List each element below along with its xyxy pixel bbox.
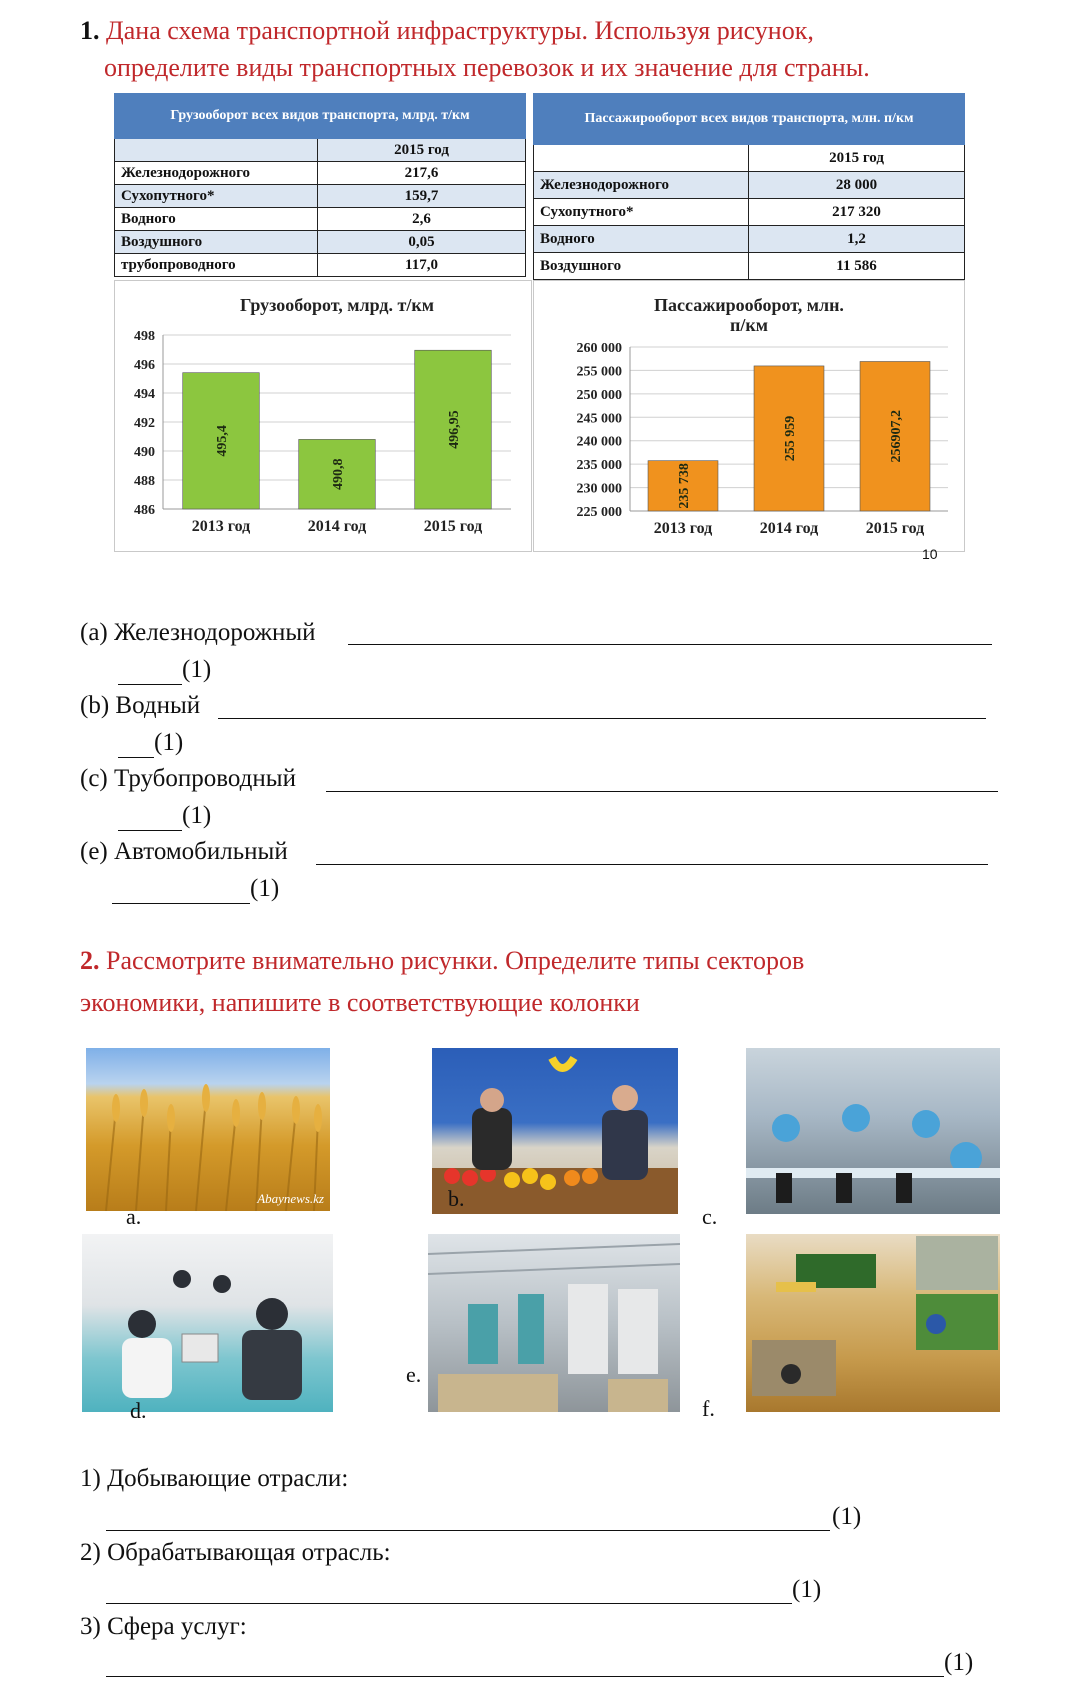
- answer-3-points: (1): [944, 1649, 974, 1676]
- y-tick-label: 230 000: [576, 481, 622, 497]
- answer-1-label: 1) Добывающие отрасли:: [80, 1465, 349, 1492]
- chart-title: Пассажирооборот, млн. п/км: [654, 295, 844, 335]
- y-tick-label: 486: [134, 503, 155, 518]
- question-1-number: 1.: [80, 16, 100, 45]
- x-tick-label: 2013 год: [191, 518, 251, 535]
- answer-c-label: (c) Трубопроводный: [80, 765, 296, 792]
- bar-data-label: 490,8: [331, 458, 346, 490]
- photo-a-watermark: Abaynews.kz: [257, 1191, 324, 1206]
- bar-data-label: 495,4: [215, 425, 230, 457]
- bar-data-label: 235 738: [677, 463, 692, 509]
- freight-table-header: Грузооборот всех видов транспорта, млрд. т/км: [115, 94, 526, 139]
- x-tick-label: 2015 год: [865, 520, 925, 537]
- answer-1-line[interactable]: [106, 1530, 830, 1531]
- table-cell: 11 586: [749, 253, 965, 280]
- question-2-line1: Рассмотрите внимательно рисунки. Определите типы секторов: [106, 946, 805, 975]
- y-tick-label: 260 000: [576, 341, 622, 356]
- answer-b-line[interactable]: [218, 718, 986, 719]
- table-cell: 2,6: [318, 208, 526, 231]
- answer-3-line[interactable]: [106, 1676, 944, 1677]
- photo-c-sewing-factory: [746, 1048, 1000, 1214]
- table-cell: 117,0: [318, 254, 526, 277]
- photo-e-label: e.: [406, 1362, 422, 1387]
- question-1-title: [80, 12, 870, 86]
- table-cell: Воздушного: [115, 231, 318, 254]
- answer-e-points: (1): [250, 875, 280, 902]
- answer-1-points: (1): [832, 1503, 862, 1530]
- question-1-line1: Дана схема транспортной инфраструктуры. Используя рисунок,: [106, 16, 814, 45]
- answer-e-line[interactable]: [316, 864, 988, 865]
- table-cell: Воздушного: [534, 253, 749, 280]
- freight-table: [114, 93, 526, 277]
- photo-e-production-plant: [428, 1234, 680, 1412]
- freight-chart-box: [114, 280, 532, 552]
- photo-d-bank-office: [82, 1234, 333, 1412]
- table-cell: 217,6: [318, 162, 526, 185]
- passenger-table-header: Пассажирооборот всех видов транспорта, млн. п/км: [534, 94, 965, 145]
- table-cell: Сухопутного*: [534, 199, 749, 226]
- photo-b-label: b.: [448, 1186, 465, 1211]
- answer-3-label: 3) Сфера услуг:: [80, 1613, 247, 1640]
- y-tick-label: 240 000: [576, 434, 622, 450]
- photo-a-wheat-field: [86, 1048, 330, 1211]
- photo-a-label: a.: [126, 1204, 142, 1229]
- table-cell: 159,7: [318, 185, 526, 208]
- answer-2-label: 2) Обрабатывающая отрасль:: [80, 1539, 391, 1566]
- photo-f-label: f.: [702, 1396, 715, 1421]
- table-cell: Железнодорожного: [534, 172, 749, 199]
- answer-a-points: (1): [182, 656, 212, 683]
- question-2-title: [80, 940, 804, 1024]
- question-2-line2: экономики, напишите в соответствующие колонки: [80, 988, 640, 1017]
- y-tick-label: 255 000: [576, 364, 622, 380]
- y-tick-label: 490: [134, 445, 155, 460]
- table-cell: трубопроводного: [115, 254, 318, 277]
- photo-b-market: [432, 1048, 678, 1214]
- passenger-table: [533, 93, 965, 280]
- answer-c-line-2[interactable]: [118, 830, 182, 831]
- question-1-line2: определите виды транспортных перевозок и их значение для страны.: [104, 53, 870, 82]
- answer-a-label: (a) Железнодорожный: [80, 619, 316, 646]
- y-tick-label: 488: [134, 474, 155, 489]
- bar-data-label: 496,95: [447, 410, 462, 449]
- bar-data-label: 255 959: [783, 415, 798, 462]
- table-cell: Железнодорожного: [115, 162, 318, 185]
- table-cell: 0,05: [318, 231, 526, 254]
- y-tick-label: 235 000: [576, 458, 622, 474]
- table-cell: 28 000: [749, 172, 965, 199]
- x-tick-label: 2014 год: [307, 518, 367, 535]
- bar-data-label: 256907,2: [889, 409, 904, 463]
- passenger-table-year: 2015 год: [749, 145, 965, 172]
- y-tick-label: 250 000: [576, 387, 622, 403]
- table-cell: 217 320: [749, 199, 965, 226]
- answer-2-line[interactable]: [106, 1603, 792, 1604]
- y-tick-label: 494: [134, 387, 155, 402]
- photo-d-label: d.: [130, 1398, 147, 1423]
- passenger-chart-box: [533, 280, 965, 552]
- freight-chart: [115, 281, 531, 551]
- table-cell: Водного: [534, 226, 749, 253]
- page-number: 10: [922, 546, 938, 562]
- answer-c-line[interactable]: [326, 791, 998, 792]
- x-tick-label: 2015 год: [423, 518, 483, 535]
- answer-a-line-2[interactable]: [118, 684, 182, 685]
- passenger-chart: [534, 281, 964, 551]
- freight-table-year: 2015 год: [318, 139, 526, 162]
- y-tick-label: 498: [134, 329, 155, 344]
- y-tick-label: 225 000: [576, 505, 622, 520]
- y-tick-label: 245 000: [576, 411, 622, 427]
- answer-b-line-2[interactable]: [118, 757, 154, 758]
- answer-c-points: (1): [182, 802, 212, 829]
- x-tick-label: 2014 год: [759, 520, 819, 537]
- table-cell: Сухопутного*: [115, 185, 318, 208]
- photo-c-label: c.: [702, 1204, 718, 1229]
- x-tick-label: 2013 год: [653, 520, 713, 537]
- y-tick-label: 492: [134, 416, 155, 431]
- photo-f-harvest: [746, 1234, 1000, 1412]
- answer-e-line-2[interactable]: [112, 903, 250, 904]
- y-tick-label: 496: [134, 358, 155, 373]
- answer-b-label: (b) Водный: [80, 692, 201, 719]
- answer-e-label: (e) Автомобильный: [80, 838, 288, 865]
- table-cell: 1,2: [749, 226, 965, 253]
- answer-b-points: (1): [154, 729, 184, 756]
- question-2-number: 2.: [80, 946, 100, 975]
- answer-2-points: (1): [792, 1576, 822, 1603]
- table-cell: Водного: [115, 208, 318, 231]
- chart-title: Грузооборот, млрд. т/км: [240, 295, 434, 315]
- answer-a-line[interactable]: [348, 644, 992, 645]
